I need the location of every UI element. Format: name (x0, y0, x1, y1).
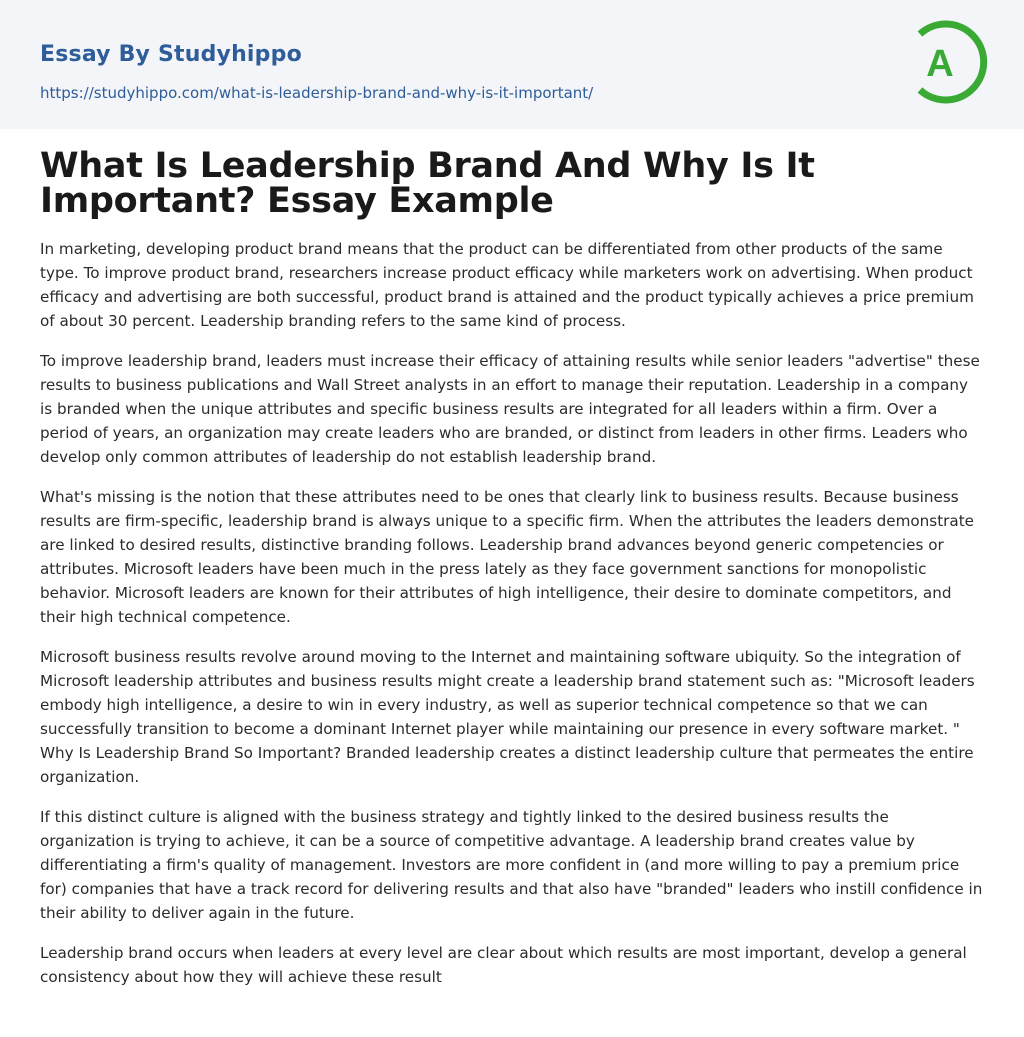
logo-letter: A (926, 43, 954, 85)
article-title: What Is Leadership Brand And Why Is It Important? Essay Example (40, 146, 815, 221)
article (40, 146, 984, 1005)
site-header (0, 0, 1024, 129)
paragraph-3: What's missing is the notion that these attributes need to be ones that clearly link to business results. Because business results are firm-specific, leadership brand is always unique to a specific firm. When the attributes the leaders demonstrate are linked to desired results, distinctive branding follows. Leadership brand advances beyond generic competencies or attributes. Microsoft leaders have been much in the press lately as they face government sanctions for monopolistic behavior. Microsoft leaders are known for their attributes of high intelligence, their desire to dominate competitors, and their high technical competence. (40, 488, 975, 626)
paragraph-5: If this distinct culture is aligned with the business strategy and tightly linked to the desired business results the organization is trying to achieve, it can be a source of competitive advantage. A leadership brand creates value by differentiating a firm's quality of management. Investors are more confident in (and more willing to pay a premium price for) companies that have a track record for delivering results and that also have "branded" leaders who instill confidence in their ability to deliver again in the future. (40, 808, 983, 922)
paragraph-4: Microsoft business results revolve around moving to the Internet and maintaining software ubiquity. So the integration of Microsoft leadership attributes and business results might create a leadership brand statement such as: "Microsoft leaders embody high intelligence, a desire to win in every industry, as well as superior technical competence so that we can successfully transition to become a dominant Internet player while maintaining our presence in every software market. " Why Is Leadership Brand So Important? Branded leadership creates a distinct leadership culture that permeates the entire organization. (40, 648, 975, 786)
studyhippo-logo-icon[interactable] (910, 18, 988, 106)
paragraph-6: Leadership brand occurs when leaders at every level are clear about which results are most important, develop a general consistency about how they will achieve these result (40, 944, 967, 986)
page-url-link[interactable]: https://studyhippo.com/what-is-leadership-brand-and-why-is-it-important/ (40, 84, 594, 102)
paragraph-2: To improve leadership brand, leaders must increase their efficacy of attaining results while senior leaders "advertise" these results to business publications and Wall Street analysts in an effort to manage their reputation. Leadership in a company is branded when the unique attributes and specific business results are integrated for all leaders within a firm. Over a period of years, an organization may create leaders who are branded, or distinct from leaders in other firms. Leaders who develop only common attributes of leadership do not establish leadership brand. (40, 352, 980, 466)
site-title[interactable]: Essay By Studyhippo (40, 42, 302, 67)
paragraph-1: In marketing, developing product brand means that the product can be differentiated from other products of the same type. To improve product brand, researchers increase product efficacy while marketers work on advertising. When product efficacy and advertising are both successful, product brand is attained and the product typically achieves a price premium of about 30 percent. Leadership branding refers to the same kind of process. (40, 240, 974, 330)
